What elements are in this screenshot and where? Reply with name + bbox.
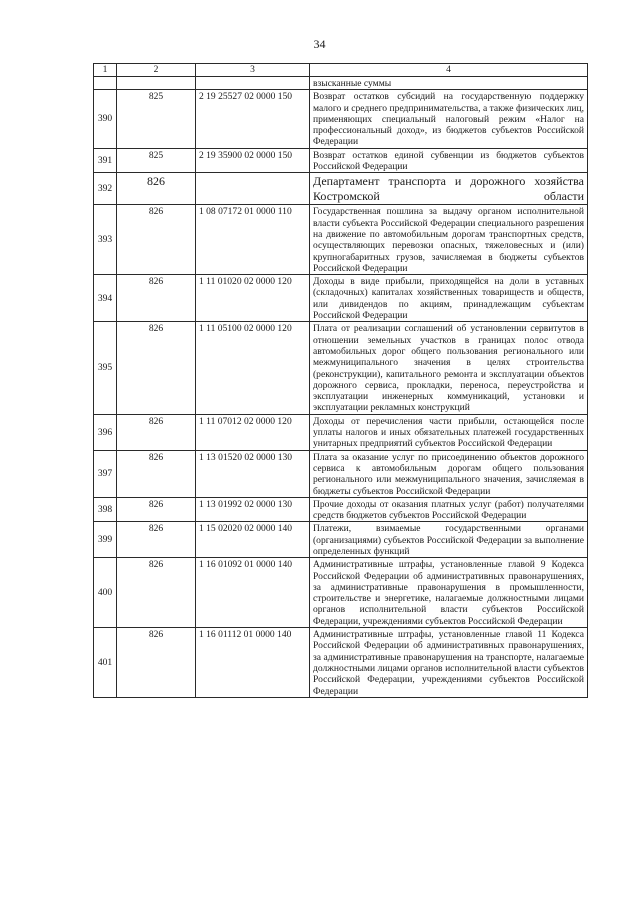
table-row bbox=[94, 275, 588, 322]
row-number: 394 bbox=[94, 275, 117, 322]
budget-code: 2 19 35900 02 0000 150 bbox=[196, 148, 310, 173]
admin-code: 826 bbox=[117, 414, 196, 450]
admin-code: 826 bbox=[117, 450, 196, 497]
budget-code: 1 15 02020 02 0000 140 bbox=[196, 522, 310, 558]
table-body bbox=[94, 77, 588, 698]
revenue-name: Административные штрафы, установленные главой 11 Кодекса Российской Федерации об административных правонарушениях, за административные правонарушения на транспорте, налагаемые должностными лицами органов исполнительной власти субъектов Российской Федерации, учреждениями субъектов Российской Федерации bbox=[310, 628, 588, 698]
header-col-2: 2 bbox=[117, 64, 196, 77]
table-row bbox=[94, 414, 588, 450]
admin-code: 826 bbox=[117, 497, 196, 522]
table-row bbox=[94, 173, 588, 205]
admin-code: 826 bbox=[117, 275, 196, 322]
budget-code bbox=[196, 173, 310, 205]
row-number: 398 bbox=[94, 497, 117, 522]
budget-code: 1 16 01092 01 0000 140 bbox=[196, 558, 310, 628]
revenue-name: Платежи, взимаемые государственными органами (организациями) субъектов Российской Федерации за выполнение определенных функций bbox=[310, 522, 588, 558]
admin-code: 826 bbox=[117, 522, 196, 558]
row-number: 395 bbox=[94, 322, 117, 414]
revenue-codes-table bbox=[93, 63, 588, 698]
continuation-row bbox=[94, 77, 588, 90]
table-row bbox=[94, 497, 588, 522]
revenue-name: Доходы от перечисления части прибыли, остающейся после уплаты налогов и иных обязательных платежей государственных унитарных предприятий субъектов Российской Федерации bbox=[310, 414, 588, 450]
revenue-name: Доходы в виде прибыли, приходящейся на доли в уставных (складочных) капиталах хозяйственных товариществ и обществ, или дивидендов по акциям, принадлежащим субъектам Российской Федерации bbox=[310, 275, 588, 322]
table-row bbox=[94, 322, 588, 414]
budget-code bbox=[196, 77, 310, 90]
header-col-1: 1 bbox=[94, 64, 117, 77]
budget-code: 1 11 05100 02 0000 120 bbox=[196, 322, 310, 414]
table-row bbox=[94, 205, 588, 275]
table-row bbox=[94, 558, 588, 628]
budget-code: 1 13 01992 02 0000 130 bbox=[196, 497, 310, 522]
row-number: 397 bbox=[94, 450, 117, 497]
row-number bbox=[94, 77, 117, 90]
admin-code: 826 bbox=[117, 173, 196, 205]
admin-code: 825 bbox=[117, 148, 196, 173]
revenue-name: Прочие доходы от оказания платных услуг (работ) получателями средств бюджетов субъектов Российской Федерации bbox=[310, 497, 588, 522]
header-col-4: 4 bbox=[310, 64, 588, 77]
table-row bbox=[94, 148, 588, 173]
table-row bbox=[94, 450, 588, 497]
revenue-name: Возврат остатков единой субвенции из бюджетов субъектов Российской Федерации bbox=[310, 148, 588, 173]
budget-code: 1 11 07012 02 0000 120 bbox=[196, 414, 310, 450]
admin-code: 826 bbox=[117, 628, 196, 698]
revenue-name: Плата за оказание услуг по присоединению объектов дорожного сервиса к автомобильным дорогам общего пользования регионального или межмуниципального значения, зачисляемая в бюджеты субъектов Российской Федерации bbox=[310, 450, 588, 497]
budget-code: 1 16 01112 01 0000 140 bbox=[196, 628, 310, 698]
revenue-name: взысканные суммы bbox=[310, 77, 588, 90]
header-col-3: 3 bbox=[196, 64, 310, 77]
row-number: 399 bbox=[94, 522, 117, 558]
budget-code: 1 11 01020 02 0000 120 bbox=[196, 275, 310, 322]
revenue-name: Плата от реализации соглашений об установлении сервитутов в отношении земельных участков в границах полос отвода автомобильных дорог общего пользования регионального или межмуниципального значения в целях строительства (реконструкции), капитального ремонта и эксплуатации объектов дорожного сервиса, прокладки, переноса, переустройства и эксплуатации инженерных коммуникаций, установки и эксплуатации рекламных конструкций bbox=[310, 322, 588, 414]
row-number: 392 bbox=[94, 173, 117, 205]
table-row bbox=[94, 90, 588, 148]
table-row bbox=[94, 522, 588, 558]
budget-code: 2 19 25527 02 0000 150 bbox=[196, 90, 310, 148]
row-number: 393 bbox=[94, 205, 117, 275]
revenue-name: Административные штрафы, установленные главой 9 Кодекса Российской Федерации об административных правонарушениях, за административные правонарушения в промышленности, строительстве и энергетике, налагаемые должностными лицами органов исполнительной власти субъектов Российской Федерации, учреждениями субъектов Российской Федерации bbox=[310, 558, 588, 628]
admin-code bbox=[117, 77, 196, 90]
admin-code: 825 bbox=[117, 90, 196, 148]
table-header-row bbox=[94, 64, 588, 77]
row-number: 396 bbox=[94, 414, 117, 450]
budget-code: 1 08 07172 01 0000 110 bbox=[196, 205, 310, 275]
row-number: 400 bbox=[94, 558, 117, 628]
revenue-name: Возврат остатков субсидий на государственную поддержку малого и среднего предпринимательства, а также физических лиц, применяющих специальный налоговый режим «Налог на профессиональный доход», из бюджетов субъектов Российской Федерации bbox=[310, 90, 588, 148]
row-number: 391 bbox=[94, 148, 117, 173]
table-row bbox=[94, 628, 588, 698]
revenue-name: Департамент транспорта и дорожного хозяйства Костромской области bbox=[310, 173, 588, 205]
admin-code: 826 bbox=[117, 205, 196, 275]
budget-code: 1 13 01520 02 0000 130 bbox=[196, 450, 310, 497]
admin-code: 826 bbox=[117, 558, 196, 628]
admin-code: 826 bbox=[117, 322, 196, 414]
page-number: 34 bbox=[313, 37, 326, 51]
row-number: 401 bbox=[94, 628, 117, 698]
row-number: 390 bbox=[94, 90, 117, 148]
revenue-name: Государственная пошлина за выдачу органом исполнительной власти субъекта Российской Федерации специального разрешения на движение по автомобильным дорогам транспортных средств, осуществляющих перевозки опасных, тяжеловесных и (или) крупногабаритных грузов, зачисляемая в бюджеты субъектов Российской Федерации bbox=[310, 205, 588, 275]
